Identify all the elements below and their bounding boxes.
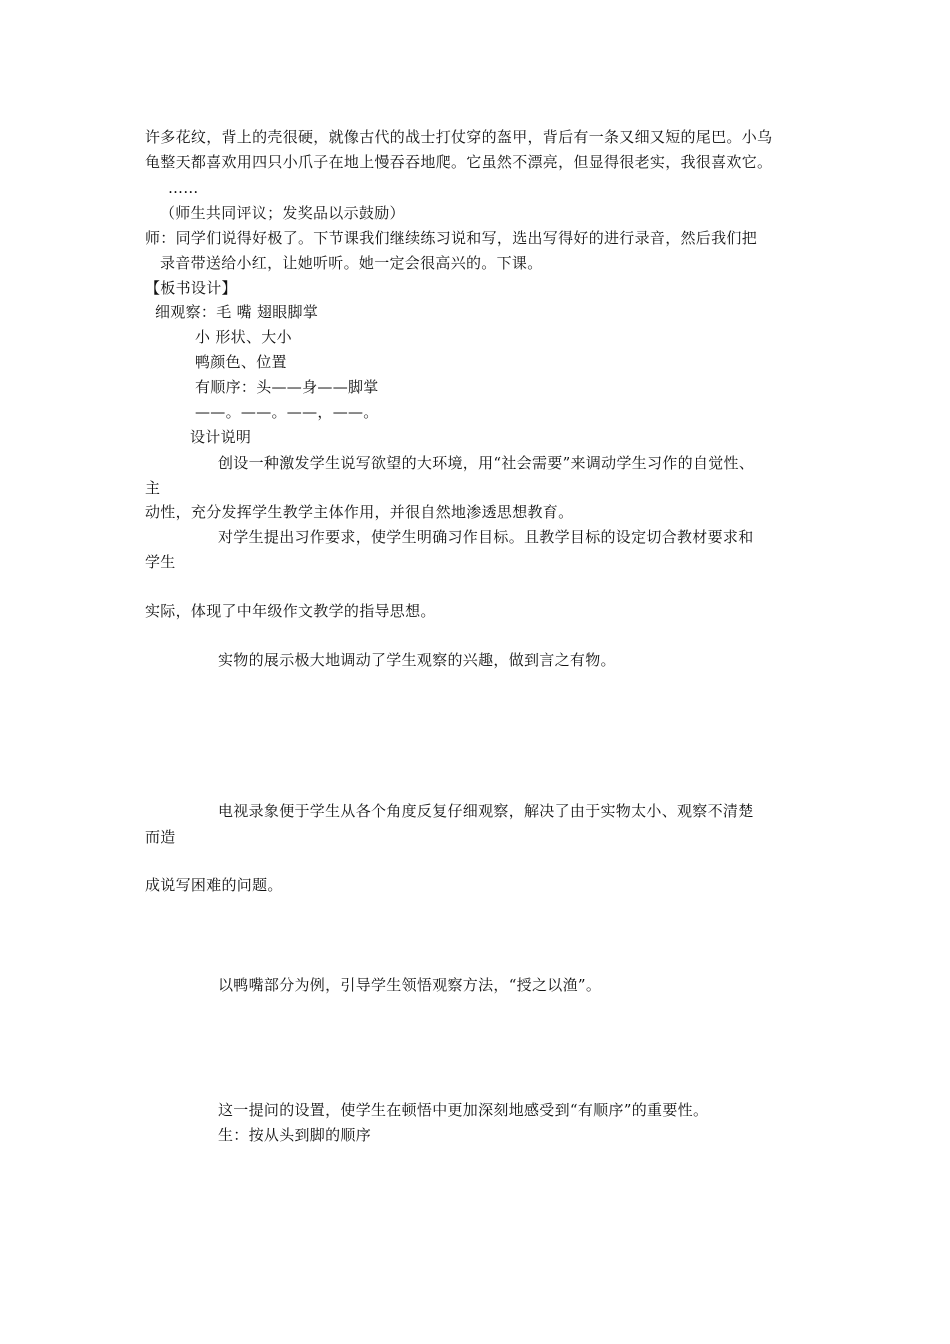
board-line: ——。——。——，——。: [195, 403, 379, 421]
paragraph-line: 许多花纹，背上的壳很硬，就像古代的战士打仗穿的盔甲，背后有一条又细又短的尾巴。小乌: [145, 128, 773, 146]
board-line: 小 形状、大小: [195, 328, 292, 346]
board-design-heading: 【板书设计】: [145, 279, 237, 297]
student-answer-line: 生：按从头到脚的顺序: [218, 1126, 372, 1144]
design-note-line: 创设一种激发学生说写欲望的大环境，用“社会需要”来调动学生习作的自觉性、: [218, 454, 755, 472]
design-note-line: 对学生提出习作要求，使学生明确习作目标。且教学目标的设定切合教材要求和: [218, 528, 754, 546]
board-line: 鸭颜色、位置: [195, 353, 287, 371]
design-note-line: 以鸭嘴部分为例，引导学生领悟观察方法，“授之以渔”。: [218, 976, 602, 994]
design-note-line: 成说写困难的问题。: [145, 876, 283, 894]
paragraph-line: 龟整天都喜欢用四只小爪子在地上慢吞吞地爬。它虽然不漂亮，但显得很老实，我很喜欢它。: [145, 153, 773, 171]
design-note-line: 学生: [145, 553, 176, 571]
design-note-line: 动性，充分发挥学生教学主体作用，并很自然地渗透思想教育。: [145, 503, 574, 521]
design-note-line: 电视录象便于学生从各个角度反复仔细观察，解决了由于实物太小、观察不清楚: [218, 802, 754, 820]
design-notes-heading: 设计说明: [190, 428, 252, 446]
comment-note: （师生共同评议；发奖品以示鼓励）: [160, 204, 405, 222]
board-line: 细观察：毛 嘴 翅眼脚掌: [155, 303, 319, 321]
teacher-line: 师：同学们说得好极了。下节课我们继续练习说和写，选出写得好的进行录音，然后我们把: [145, 229, 758, 247]
board-line: 有顺序：头——身——脚掌: [195, 378, 379, 396]
design-note-line: 这一提问的设置，使学生在顿悟中更加深刻地感受到“有顺序”的重要性。: [218, 1101, 709, 1119]
teacher-line: 录音带送给小红，让她听听。她一定会很高兴的。下课。: [160, 254, 543, 272]
design-note-line: 主: [145, 479, 161, 497]
design-note-line: 实际，体现了中年级作文教学的指导思想。: [145, 602, 436, 620]
ellipsis-line: ……: [168, 179, 199, 197]
design-note-line: 实物的展示极大地调动了学生观察的兴趣，做到言之有物。: [218, 651, 616, 669]
design-note-line: 而造: [145, 828, 176, 846]
